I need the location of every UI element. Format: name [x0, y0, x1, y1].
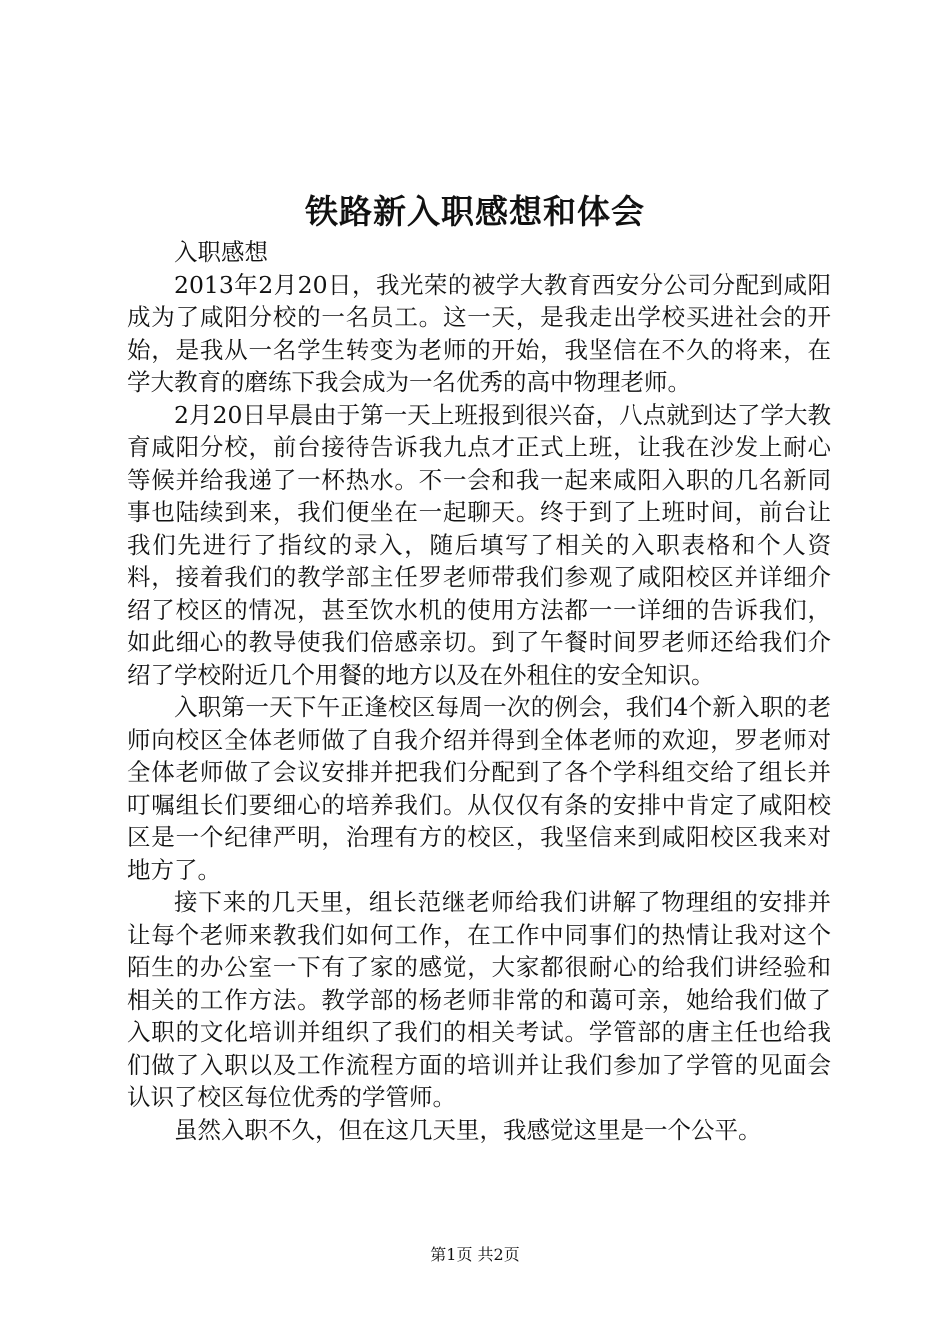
paragraph: 虽然入职不久，但在这几天里，我感觉这里是一个公平。 [174, 1115, 762, 1144]
page-footer: 第1页 共2页 [430, 1245, 520, 1264]
paragraph: 接下来的几天里，组长范继老师给我们讲解了物理组的安排并让每个老师来教我们如何工作，在工作中同事们的热情让我对这个陌生的办公室一下有了家的感觉，大家都很耐心的给我们讲经验和相关的工作方法。教学部的杨老师非常的和蔼可亲，她给我们做了入职的文化培训并组织了我们的相关考试。学管部的唐主任也给我们做了入职以及工作流程方面的培训并让我们参加了学管的见面会认识了校区每位优秀的学管师。 [127, 888, 831, 1111]
document-title: 铁路新入职感想和体会 [305, 192, 645, 231]
paragraph: 2月20日早晨由于第一天上班报到很兴奋，八点就到达了学大教育咸阳分校，前台接待告诉我九点才正式上班，让我在沙发上耐心等候并给我递了一杯热水。不一会和我一起来咸阳入职的几名新同事也陆续到来，我们便坐在一起聊天。终于到了上班时间，前台让我们先进行了指纹的录入，随后填写了相关的入职表格和个人资料，接着我们的教学部主任罗老师带我们参观了咸阳校区并详细介绍了校区的情况，甚至饮水机的使用方法都一一详细的告诉我们，如此细心的教导使我们倍感亲切。到了午餐时间罗老师还给我们介绍了学校附近几个用餐的地方以及在外租住的安全知识。 [127, 400, 831, 689]
document-body [127, 236, 831, 1146]
section-label: 入职感想 [174, 238, 268, 266]
paragraph: 2013年2月20日，我光荣的被学大教育西安分公司分配到咸阳成为了咸阳分校的一名员工。这一天，是我走出学校买进社会的开始，是我从一名学生转变为老师的开始，我坚信在不久的将来，在学大教育的磨练下我会成为一名优秀的高中物理老师。 [127, 270, 831, 396]
paragraph: 入职第一天下午正逢校区每周一次的例会，我们4个新入职的老师向校区全体老师做了自我介绍并得到全体老师的欢迎，罗老师对全体老师做了会议安排并把我们分配到了各个学科组交给了组长并叮嘱组长们要细心的培养我们。从仅仅有条的安排中肯定了咸阳校区是一个纪律严明，治理有方的校区，我坚信来到咸阳校区我来对地方了。 [127, 693, 831, 884]
